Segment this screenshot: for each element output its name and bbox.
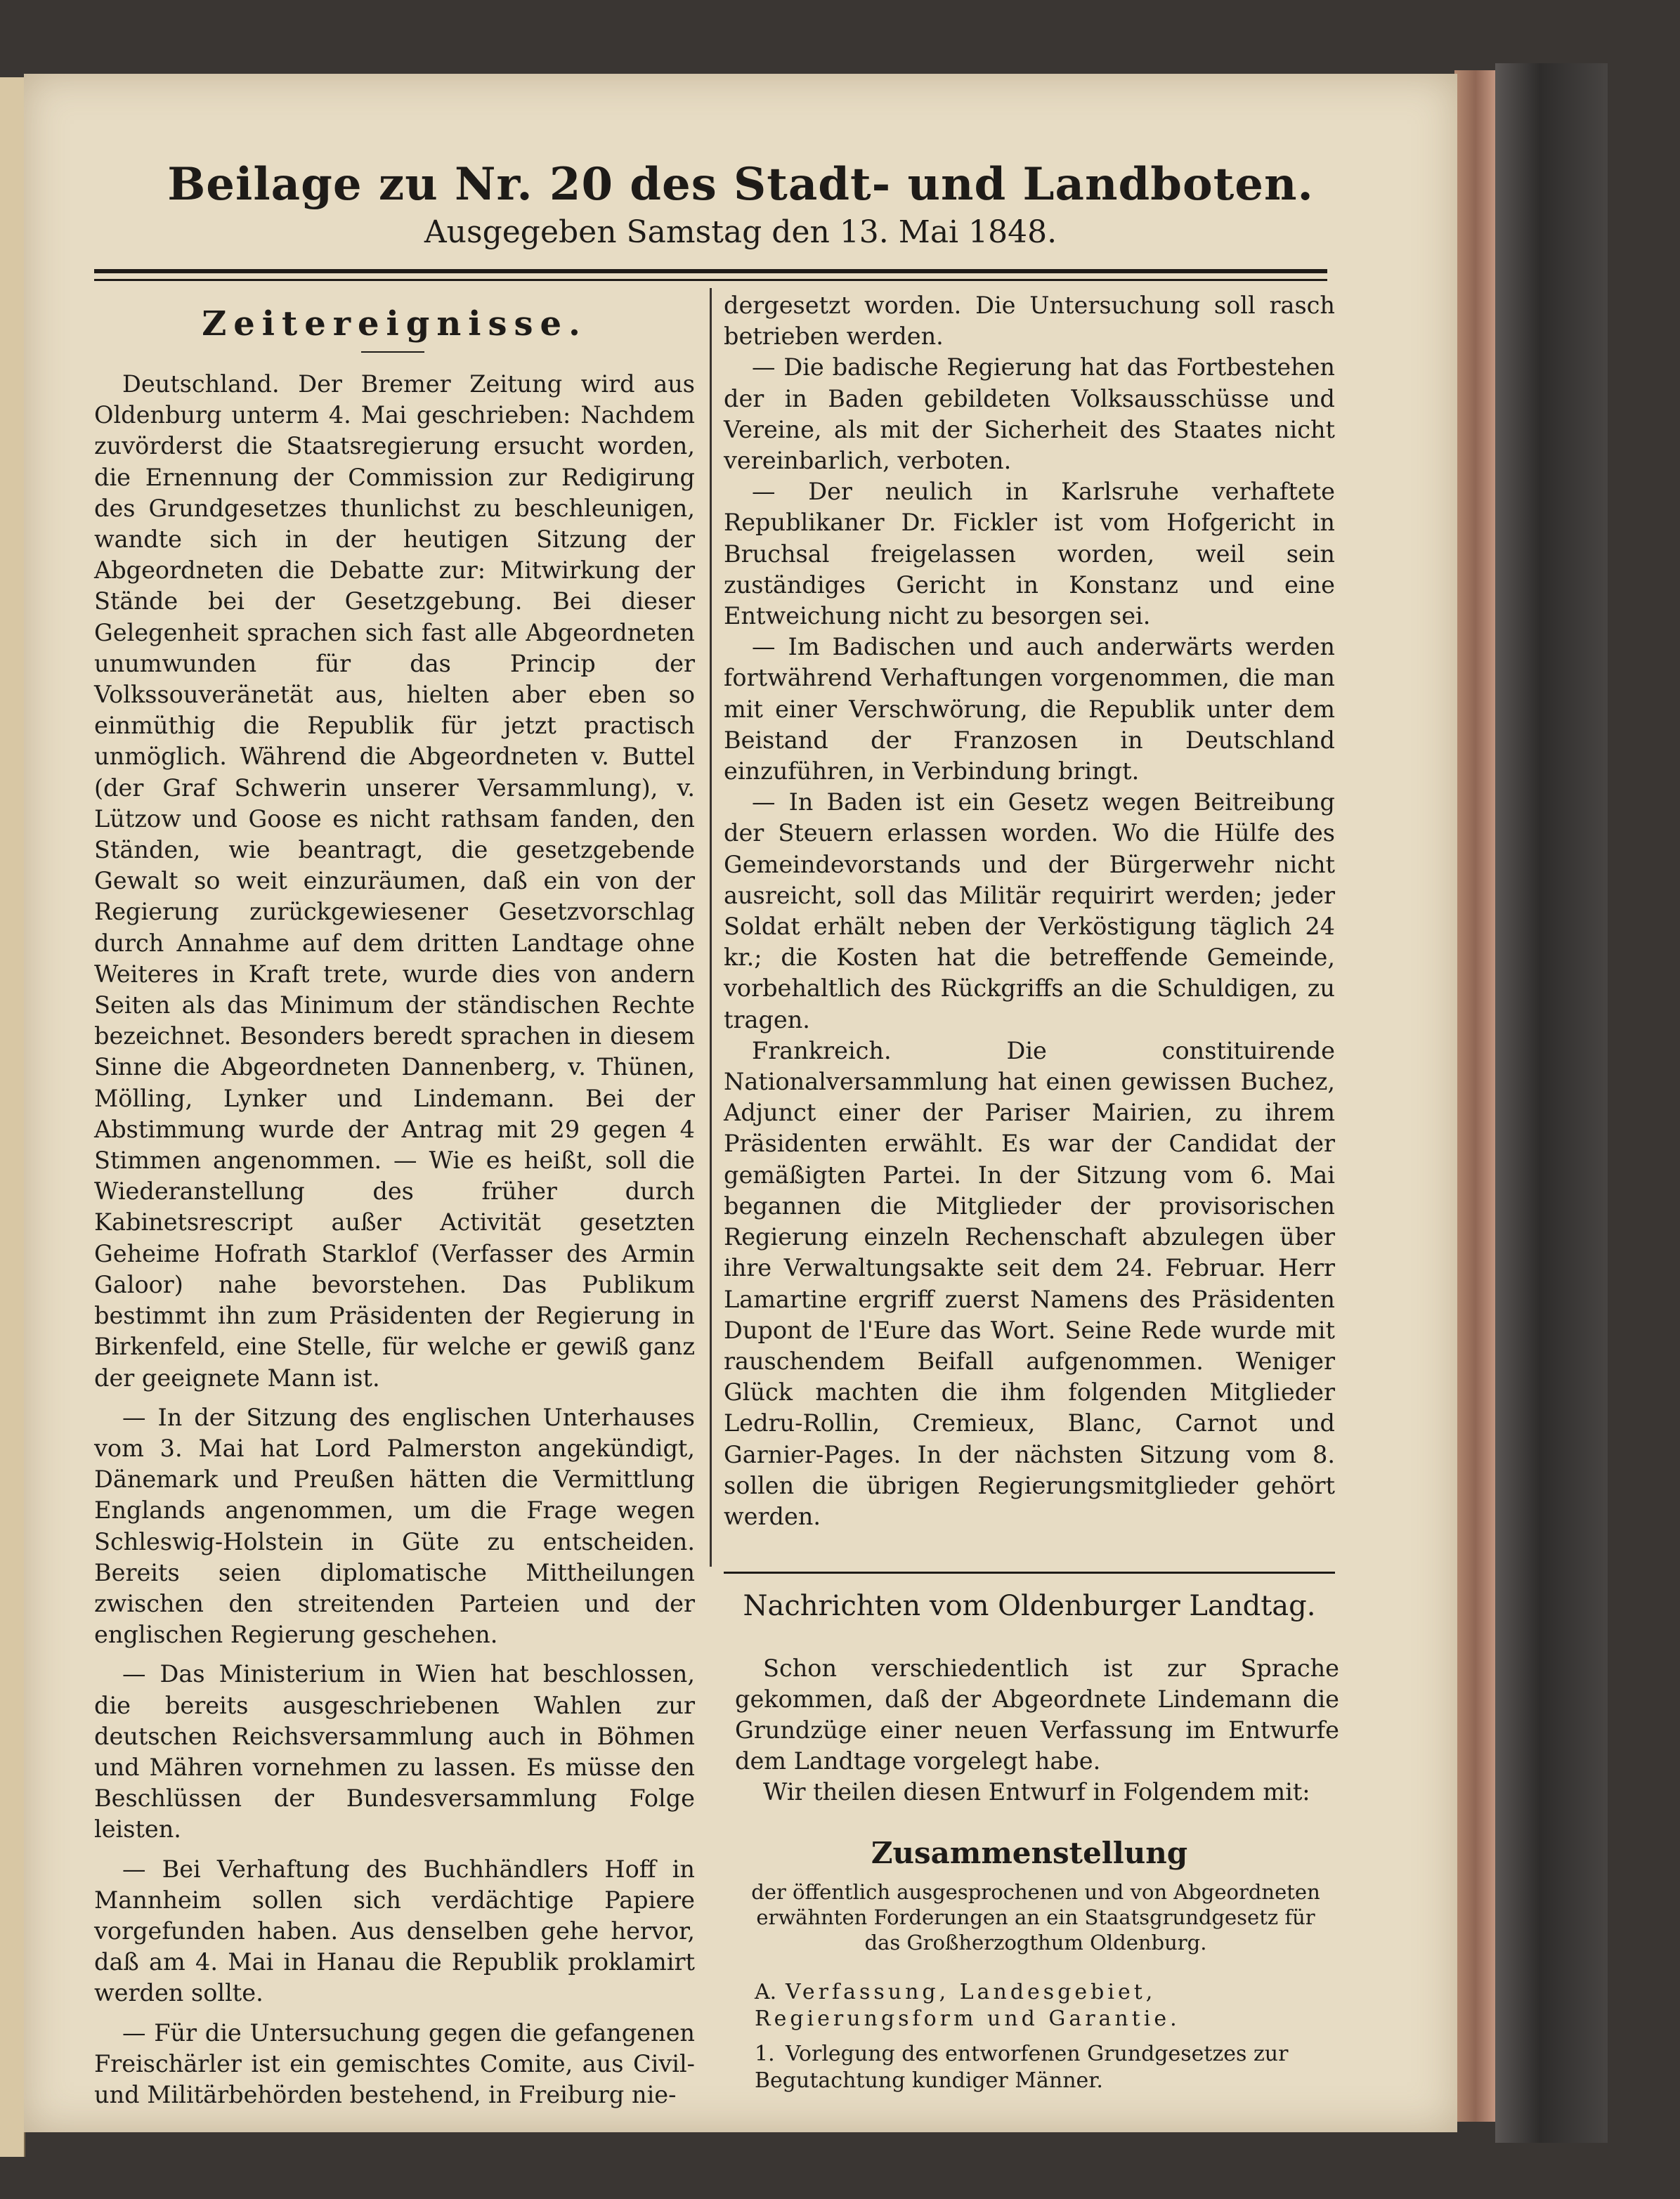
right-column xyxy=(724,290,1335,1532)
section-title: Zeitereignisse. xyxy=(202,304,587,344)
zusammenstellung-subtitle: der öffentlich ausgesprochenen und von Abgeordneten erwähnten Forderungen an ein Staatsgrundgesetz für das Großherzogthum Oldenburg. xyxy=(751,1880,1320,1955)
article-paragraph: Schon verschiedentlich ist zur Sprache gekommen, daß der Abgeordnete Lindemann die Grundzüge einer neuen Verfassung im Entwurfe dem Landtage vorgelegt habe. xyxy=(735,1655,1339,1775)
section-rule xyxy=(724,1572,1335,1574)
list-label: 1. xyxy=(755,2042,775,2066)
article-paragraph: Deutschland. Der Bremer Zeitung wird aus Oldenburg unterm 4. Mai geschrieben: Nachdem zuvörderst die Staatsregierung ersucht worden, die Ernennung der Commission zur Redigirung des Grundgesetzes thunlichst zu beschleunigen, wandte sich in der heutigen Sitzung der Abgeordneten die Debatte zur: Mitwirkung der Stände bei der Gesetzgebung. Bei dieser Gelegenheit sprachen sich fast alle Abgeordneten unumwunden für das Princip der Volkssouveränetät aus, hielten aber eben so einmüthig die Republik für jetzt practisch unmöglich. Während die Abgeordneten v. Buttel (der Graf Schwerin unserer Versammlung), v. Lützow und Goose es nicht rathsam fanden, den Ständen, wie beantragt, die gesetzgebende Gewalt so weit einzuräumen, daß ein von der Regierung zurückgewiesener Gesetzvorschlag durch Annahme auf dem dritten Landtage ohne Weiteres in Kraft trete, wurde dies von andern Seiten als das Minimum der ständischen Rechte bezeichnet. Besonders beredt sprachen in diesem Sinne die Abgeordneten Dannenberg, v. Thünen, Mölling, Lynker und Lindemann. Bei der Abstimmung wurde der Antrag mit 29 gegen 4 Stimmen angenommen. — Wie es heißt, soll die Wiederanstellung des früher durch Kabinetsrescript außer Activität gesetzten Geheime Hofrath Starklof (Verfasser des Armin Galoor) nahe bevorstehen. Das Publikum bestimmt ihn zum Präsidenten der Regierung in Birkenfeld, eine Stelle, für welche er gewiß ganz der geeignete Mann ist. xyxy=(94,370,695,1392)
article-paragraph: — Bei Verhaftung des Buchhändlers Hoff in Mannheim sollen sich verdächtige Papiere vorgefunden haben. Aus denselben gehe hervor, daß am 4. Mai in Hanau die Republik proklamirt werden sollte. xyxy=(94,1855,695,2007)
article-paragraph: Wir theilen diesen Entwurf in Folgendem mit: xyxy=(763,1778,1310,1806)
newspaper-page xyxy=(24,74,1457,2132)
article-paragraph: dergesetzt worden. Die Untersuchung soll rasch betrieben werden. xyxy=(724,292,1335,351)
zusammenstellung-title: Zusammenstellung xyxy=(871,1836,1188,1870)
article-paragraph: — Für die Untersuchung gegen die gefangenen Freischärler ist ein gemischtes Comite, aus Civil- und Militärbehörden bestehend, in Freiburg nie- xyxy=(94,2018,695,2108)
article-paragraph: — Die badische Regierung hat das Fortbestehen der in Baden gebildeten Volksausschüsse und Vereine, als mit der Sicherheit des Staates nicht vereinbarlich, verboten. xyxy=(724,353,1335,475)
list-item xyxy=(755,1979,1338,2032)
list-label: A. xyxy=(755,1980,777,2004)
facing-page-edge xyxy=(0,77,25,2157)
section2-text xyxy=(735,1653,1339,1808)
article-paragraph: Frankreich. Die constituirende Nationalversammlung hat einen gewissen Buchez, Adjunct einer der Pariser Mairien, zu ihrem Präsidenten erwählt. Es war der Candidat der gemäßigten Partei. In der Sitzung vom 6. Mai begannen die Mitglieder der provisorischen Regierung einzeln Rechenschaft abzulegen über ihre Verwaltungsakte seit dem 24. Februar. Herr Lamartine ergriff zuerst Namens des Präsidenten Dupont de l'Eure das Wort. Seine Rede wurde mit rauschendem Beifall aufgenommen. Weniger Glück machten die ihm folgenden Mitglieder Ledru-Rollin, Cremieux, Blanc, Carnot und Garnier-Pages. In der nächsten Sitzung vom 8. sollen die übrigen Regierungsmitglieder gehört werden. xyxy=(724,1036,1335,1530)
book-cover xyxy=(1495,63,1608,2143)
list-text: Vorlegung des entworfenen Grundgesetzes zur Begutachtung kundiger Männer. xyxy=(755,2042,1289,2093)
page-subtitle: Ausgegeben Samstag den 13. Mai 1848. xyxy=(424,214,1057,250)
page-title: Beilage zu Nr. 20 des Stadt- und Landboten. xyxy=(167,158,1314,211)
column-separator xyxy=(710,288,712,1567)
book-edge xyxy=(1454,70,1497,2122)
left-column xyxy=(94,369,695,2110)
article-paragraph: — Im Badischen und auch anderwärts werden fortwährend Verhaftungen vorgenommen, die man mit einer Verschwörung, die Republik unter dem Beistand der Franzosen in Deutschland einzuführen, in Verbindung bringt. xyxy=(724,633,1335,785)
list-text: Verfassung, Landesgebiet, Regierungsform und Garantie. xyxy=(755,1980,1180,2031)
article-paragraph: — In Baden ist ein Gesetz wegen Beitreibung der Steuern erlassen worden. Wo die Hülfe des Gemeindevorstands und der Bürgerwehr nicht ausreicht, soll das Militär requirirt werden; jeder Soldat erhält neben der Verköstigung täglich 24 kr.; die Kosten hat die betreffende Gemeinde, vorbehaltlich des Rückgriffs an die Schuldigen, zu tragen. xyxy=(724,788,1335,1033)
title-rule xyxy=(361,351,424,353)
article-paragraph: — Das Ministerium in Wien hat beschlossen, die bereits ausgeschriebenen Wahlen zur deutschen Reichsversammlung auch in Böhmen und Mähren vornehmen zu lassen. Es müsse den Beschlüssen der Bundesversammlung Folge leisten. xyxy=(94,1660,695,1844)
article-paragraph: — Der neulich in Karlsruhe verhaftete Republikaner Dr. Fickler ist vom Hofgericht in Bruchsal freigelassen worden, weil sein zuständiges Gericht in Konstanz und eine Entweichung nicht zu besorgen sei. xyxy=(724,478,1335,630)
header-rule xyxy=(94,269,1327,273)
list-item xyxy=(755,2041,1338,2094)
header-rule-thin xyxy=(94,279,1327,281)
article-paragraph: — In der Sitzung des englischen Unterhauses vom 3. Mai hat Lord Palmerston angekündigt, Dänemark und Preußen hätten die Vermittlung Englands angenommen, um die Frage wegen Schleswig-Holstein in Güte zu entscheiden. Bereits seien diplomatische Mittheilungen zwischen den streitenden Parteien und der englischen Regierung geschehen. xyxy=(94,1403,695,1649)
section2-title: Nachrichten vom Oldenburger Landtag. xyxy=(743,1590,1316,1622)
